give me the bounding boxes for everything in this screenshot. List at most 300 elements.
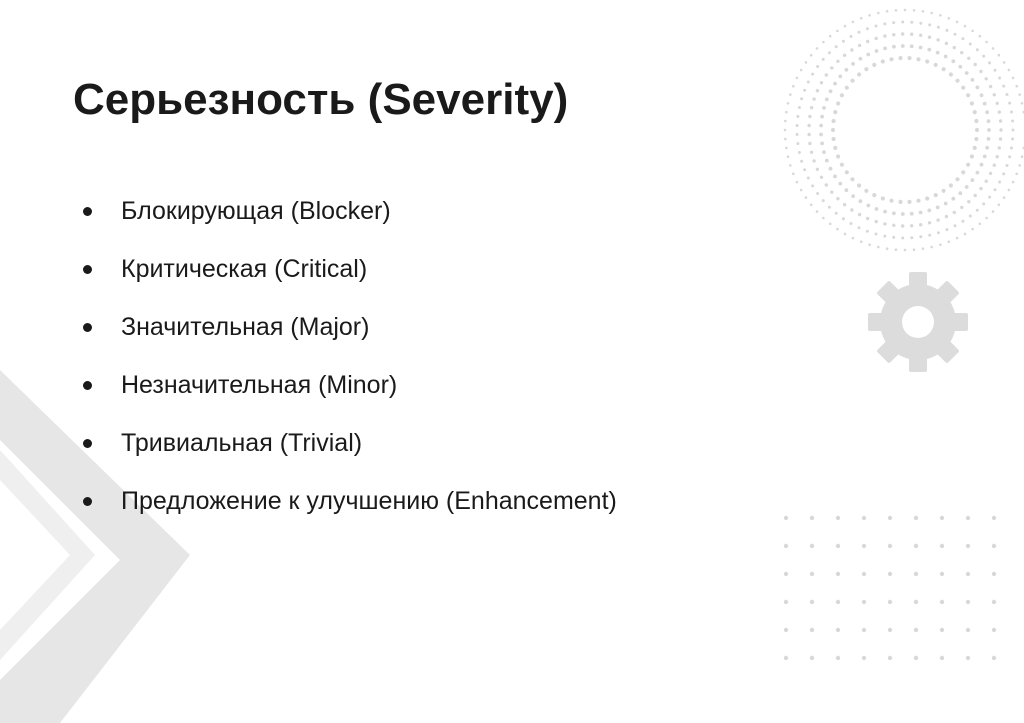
pattern-dot [966,600,970,604]
pattern-dot [1003,61,1006,64]
pattern-dot [955,177,959,181]
pattern-dot [833,110,837,114]
pattern-dot [988,196,991,199]
pattern-dot [901,212,905,216]
pattern-dot [1008,189,1011,192]
item-major: Значительная (Major) [121,312,370,341]
pattern-dot [966,572,970,576]
pattern-dot [985,217,988,220]
pattern-dot [850,48,853,51]
pattern-dot [842,217,845,220]
pattern-dot [983,155,987,159]
pattern-dot [825,98,829,102]
pattern-dot [807,124,810,127]
pattern-dot [836,572,840,576]
item-minor: Незначительная (Minor) [121,370,398,399]
pattern-dot [820,81,823,84]
pattern-dot [875,233,878,236]
pattern-dot [994,188,997,191]
pattern-dot [974,137,978,141]
pattern-dot [973,110,977,114]
pattern-dot [875,49,879,53]
pattern-dot [862,572,866,576]
pattern-dot [850,79,854,83]
pattern-dot [784,120,787,123]
pattern-dot [940,516,944,520]
pattern-dot [914,656,918,660]
pattern-dot [927,48,931,52]
pattern-dot [951,197,955,201]
pattern-dot [979,70,982,73]
pattern-dot [937,26,940,29]
pattern-dot [883,34,886,37]
pattern-dot [979,223,982,226]
pattern-dot [987,128,991,132]
pattern-dot [922,10,925,13]
pattern-dot [1012,77,1015,80]
pattern-dot [998,204,1001,207]
pattern-dot [833,146,837,150]
pattern-dot [785,147,788,150]
pattern-dot [998,54,1001,57]
pattern-dot [803,168,806,171]
pattern-dot [784,129,787,132]
pattern-dot [852,237,855,240]
pattern-dot [974,194,977,197]
pattern-dot [976,209,979,212]
pattern-dot [836,101,840,105]
pattern-dot [850,208,853,211]
pattern-dot [985,41,988,44]
pattern-dot [810,151,813,154]
pattern-dot [974,119,978,123]
pattern-dot [805,61,808,64]
pattern-dot [845,86,849,90]
pattern-dot [883,235,886,238]
pattern-dot [914,600,918,604]
pattern-dot [803,89,806,92]
pattern-dot [816,192,819,195]
pattern-dot [784,600,788,604]
gear-icon [868,272,968,372]
pattern-dot [862,628,866,632]
pattern-dot [939,243,942,246]
pattern-dot [992,572,996,576]
pattern-dot [898,200,902,204]
pattern-dot [988,61,991,64]
pattern-dot [833,175,837,179]
pattern-dot [862,600,866,604]
pattern-dot [951,59,955,63]
pattern-dot [965,71,969,75]
pattern-dot [810,544,814,548]
pattern-dot [1018,93,1021,96]
pattern-dot [989,172,992,175]
pattern-dot [892,236,895,239]
pattern-dot [868,243,871,246]
pattern-dot [999,119,1002,122]
pattern-dot [982,55,985,58]
pattern-dot [961,220,964,223]
pattern-dot [983,102,987,106]
item-critical: Критическая (Critical) [121,254,368,283]
pattern-dot [881,196,885,200]
pattern-dot [998,181,1001,184]
pattern-dot [914,516,918,520]
pattern-dot [1018,164,1021,167]
pattern-dot [829,167,833,171]
pattern-dot [980,93,984,97]
pattern-dot [810,572,814,576]
pattern-dot [796,124,799,127]
pattern-dot [1012,129,1015,132]
pattern-dot [832,137,836,141]
pattern-dot [966,516,970,520]
pattern-dot [904,249,907,252]
pattern-dot [825,183,828,186]
pattern-dot [982,202,985,205]
slide-title: Серьезность (Severity) [73,75,569,124]
pattern-dot [796,77,799,80]
pattern-dot [816,65,819,68]
pattern-dot [936,51,940,55]
pattern-dot [840,93,844,97]
pattern-dot [1010,147,1013,150]
pattern-dot [852,21,855,24]
pattern-dot [787,155,790,158]
pattern-dot [996,155,999,158]
pattern-dot [960,51,963,54]
pattern-dot [969,215,972,218]
pattern-dot [819,133,823,137]
pattern-dot [966,656,970,660]
pattern-dot [937,231,940,234]
pattern-dot [1006,164,1009,167]
pattern-dot [1008,69,1011,72]
pattern-dot [1006,93,1009,96]
pattern-dot [927,209,931,213]
pattern-dot [980,163,984,167]
pattern-dot [998,110,1001,113]
pattern-dot [942,189,946,193]
pattern-dot [992,600,996,604]
pattern-dot [843,203,846,206]
pattern-dot [919,22,922,25]
pattern-dot [966,93,970,97]
pattern-dot [989,85,992,88]
pattern-dot [966,163,970,167]
item-enhancement: Предложение к улучшению (Enhancement) [121,486,617,515]
pattern-dot [1010,111,1013,114]
list-item [78,240,617,298]
pattern-dot [985,110,989,114]
pattern-dot [914,628,918,632]
pattern-dot [829,223,832,226]
pattern-dot [1002,172,1005,175]
pattern-dot [928,36,931,39]
pattern-dot [1008,155,1011,158]
pattern-dot [822,106,826,110]
pattern-dot [836,600,840,604]
pattern-dot [829,89,833,93]
pattern-dot [888,572,892,576]
pattern-dot [860,240,863,243]
pattern-dot [888,628,892,632]
pattern-dot [974,63,977,66]
pattern-dot [961,37,964,40]
pattern-dot [904,9,907,12]
pattern-dot [784,656,788,660]
pattern-dot [975,128,979,132]
pattern-dot [940,544,944,548]
pattern-dot [812,97,815,100]
list-item [78,472,617,530]
pattern-dot [845,68,849,72]
pattern-dot [831,128,835,132]
pattern-dot [850,177,854,181]
pattern-dot [836,60,839,63]
pattern-dot [934,63,938,67]
pattern-dot [796,115,799,118]
pattern-dot [979,187,982,190]
pattern-dot [940,572,944,576]
pattern-dot [845,188,849,192]
severity-list [78,182,617,530]
pattern-dot [966,628,970,632]
bullet-icon [83,497,92,506]
pattern-dot [820,115,824,119]
pattern-dot [970,154,974,158]
pattern-dot [892,224,895,227]
pattern-dot [910,21,913,24]
pattern-dot [961,86,965,90]
pattern-dot [1021,102,1024,105]
dot-grid-pattern [784,516,996,660]
pattern-dot [919,223,922,226]
pattern-dot [901,44,905,48]
pattern-dot [1021,155,1024,158]
pattern-dot [859,57,863,61]
pattern-dot [862,516,866,520]
pattern-dot [850,222,853,225]
pattern-dot [830,66,833,69]
pattern-dot [808,142,811,145]
pattern-dot [830,190,833,193]
pattern-dot [910,44,914,48]
pattern-dot [985,77,988,80]
pattern-dot [940,628,944,632]
pattern-dot [928,221,931,224]
pattern-dot [971,178,975,182]
pattern-dot [892,33,895,36]
pattern-dot [919,211,923,215]
pattern-dot [971,228,974,231]
pattern-dot [862,544,866,548]
pattern-dot [819,124,823,128]
pattern-dot [816,210,819,213]
pattern-dot [944,202,948,206]
pattern-dot [883,47,887,51]
pattern-dot [916,199,920,203]
pattern-dot [928,23,931,26]
pattern-dot [930,12,933,15]
pattern-dot [800,160,803,163]
pattern-dot [875,37,878,40]
pattern-dot [892,45,896,49]
pattern-dot [992,516,996,520]
pattern-dot [811,184,814,187]
pattern-dot [851,62,855,66]
pattern-dot [872,63,876,67]
pattern-dot [828,51,831,54]
pattern-dot [805,196,808,199]
pattern-dot [965,185,969,189]
pattern-dot [992,656,996,660]
pattern-dot [810,106,813,109]
pattern-dot [1011,138,1014,141]
bullet-icon [83,323,92,332]
pattern-dot [860,17,863,20]
pattern-dot [910,224,913,227]
pattern-dot [945,215,948,218]
pattern-dot [910,33,913,36]
pattern-dot [914,572,918,576]
pattern-dot [829,35,832,38]
pattern-dot [901,237,904,240]
pattern-dot [875,220,878,223]
pattern-dot [919,34,922,37]
pattern-dot [836,628,840,632]
bullet-icon [83,265,92,274]
pattern-dot [828,206,831,209]
pattern-dot [866,230,869,233]
pattern-dot [973,146,977,150]
pattern-dot [836,154,840,158]
pattern-dot [858,226,861,229]
pattern-dot [822,41,825,44]
list-item [78,298,617,356]
pattern-dot [784,628,788,632]
pattern-dot [940,600,944,604]
pattern-dot [784,572,788,576]
pattern-dot [784,544,788,548]
pattern-dot [992,47,995,50]
pattern-dot [858,213,861,216]
pattern-dot [836,656,840,660]
pattern-dot [901,224,904,227]
pattern-dot [1015,85,1018,88]
pattern-dot [812,159,815,162]
pattern-dot [967,57,970,60]
pattern-dot [807,177,810,180]
pattern-dot [898,56,902,60]
pattern-dot [979,35,982,38]
pattern-dot [784,138,787,141]
pattern-dot [785,111,788,114]
bullet-icon [83,207,92,216]
pattern-dot [934,193,938,197]
pattern-dot [872,193,876,197]
pattern-dot [889,57,893,61]
pattern-dot [964,233,967,236]
pattern-dot [953,211,956,214]
pattern-dot [835,212,838,215]
pattern-dot [998,77,1001,80]
pattern-dot [992,210,995,213]
pattern-dot [822,150,826,154]
pattern-dot [822,217,825,220]
pattern-dot [866,27,869,30]
pattern-dot [838,182,842,186]
pattern-dot [792,173,795,176]
pattern-dot [822,199,825,202]
pattern-dot [787,102,790,105]
pattern-dot [836,197,839,200]
pattern-dot [985,180,988,183]
pattern-dot [895,9,898,12]
pattern-dot [866,53,870,57]
pattern-dot [850,35,853,38]
pattern-dot [919,46,923,50]
pattern-dot [796,142,799,145]
pattern-dot [998,146,1001,149]
pattern-dot [866,40,869,43]
pattern-dot [976,171,980,175]
pattern-dot [862,656,866,660]
pattern-dot [810,204,813,207]
pattern-dot [964,25,967,28]
pattern-dot [948,17,951,20]
pattern-dot [835,45,838,48]
pattern-dot [836,30,839,33]
pattern-dot [960,206,963,209]
list-item [78,414,617,472]
pattern-dot [942,67,946,71]
pattern-dot [907,200,911,204]
pattern-dot [808,115,811,118]
pattern-dot [930,246,933,249]
pattern-dot [789,164,792,167]
pattern-dot [820,176,823,179]
pattern-dot [913,9,916,12]
pattern-dot [800,189,803,192]
pattern-dot [836,544,840,548]
pattern-dot [820,142,824,146]
pattern-dot [886,10,889,13]
pattern-dot [888,656,892,660]
pattern-dot [992,628,996,632]
pattern-dot [798,151,801,154]
pattern-dot [875,25,878,28]
pattern-dot [888,544,892,548]
pattern-dot [956,237,959,240]
pattern-dot [889,199,893,203]
pattern-dot [877,246,880,249]
pattern-dot [907,56,911,60]
pattern-dot [888,516,892,520]
pattern-dot [901,21,904,24]
pattern-dot [949,183,953,187]
pattern-dot [895,248,898,251]
pattern-dot [914,544,918,548]
pattern-dot [789,93,792,96]
pattern-dot [825,159,829,163]
pattern-dot [864,189,868,193]
pattern-dot [881,59,885,63]
pattern-dot [858,31,861,34]
pattern-dot [886,247,889,250]
pattern-dot [816,47,819,50]
